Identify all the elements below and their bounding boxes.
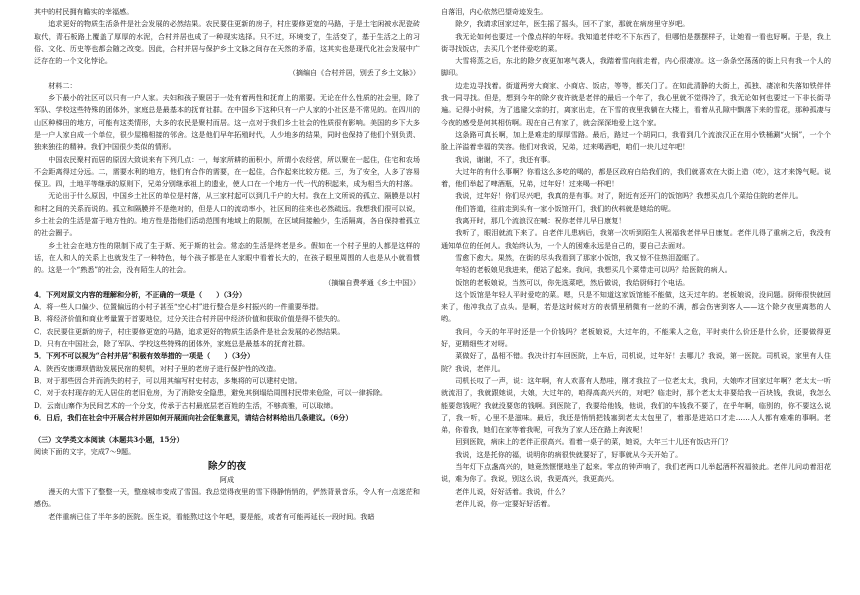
option-5c: C．对于农村现存的无人居住的老旧危房，为了消除安全隐患，避免其倒塌给周围村民带来危险，可以一律拆除。 (34, 388, 388, 398)
paragraph: 老伴儿说，你一定要好好活着。 (455, 498, 555, 508)
paragraph: 这个饭馆是年轻人平时爱吃的菜。嗯，只是不知道这家饭馆能不能做，这天过年的。老板娘说，没问题。厨师很快就回来了，他冲我点了点头。是啊，若是这时候对方的表情里稍微有一丝的不满，都会伤害到客人——这个除夕夜里离愁的人哟。 (441, 289, 831, 324)
paragraph: 老伴重病已住了半年多的医院。医生说，看能熬过这个年吧，要是能，或者有可能再延长一段时间。我暗 (48, 511, 375, 521)
paragraph: 除夕，我请求回家过年，医生摇了摇头，回不了家，那就在病房里守岁吧。 (455, 19, 690, 29)
paragraph: 我无论如何也要过一个像点样的年呀。我知道老伴吃不下东西了，但哪怕是摆摆样子，让她看一看也好啊。于是，我上街寻找饭店，去买几个老伴爱吃的菜。 (441, 31, 831, 53)
source-note: （摘编自费孝通《乡土中国》） (324, 277, 420, 287)
paragraph: 自落泪，内心依然巴望奇迹发生。 (441, 7, 548, 16)
paragraph: 回到医院，病床上的老伴正很高兴。看着一桌子的菜，她说，大年三十儿还有饭店开门？ (455, 437, 732, 447)
paragraph: 这条路可真长啊，加上是难走的厚厚雪路。最后，路过一个胡同口，我看到几个流浪汉正在用小铁桶涮“火锅”，一个个脸上洋溢着幸福的笑容。他们对我说，兄弟，过来喝酒吧，咱们一块儿过年吧！ (441, 129, 831, 152)
paragraph: 我说，谢谢，不了，我还有事。 (455, 154, 555, 164)
material-heading: 材料二： (48, 80, 77, 90)
question-4: 4．下列对原文内容的理解和分析，不正确的一项是（ ）（3分） (34, 289, 247, 299)
section-instruction: 阅读下面的文字，完成7～9题。 (34, 447, 136, 457)
right-column (441, 6, 831, 510)
option-5d: D．云南山寨作为民间艺术的一个分支，传承于古村最底层老百姓的生活，不够高雅，可以取缔。 (34, 400, 338, 410)
paragraph: 当年灯下点盏高兴的，她竟然惬惬地坐了起来。零点的钟声响了，我们老两口儿举起酒杯祝福彼此。老伴儿问动着泪花说，难为你了。我说，别这么说，我更高兴，我更高兴。 (441, 461, 831, 484)
paragraph: 其中的村民拥有瞻实的幸福感。 (34, 7, 134, 16)
paragraph: 无论出于什么原因，中国乡土社区的单位是村落，从三家村起可以到几千户的大村。我在上文所说的孤立、隔膜是以村和村之间的关系而说的。孤立和隔膜并不是绝对的，但是人口的流动率小，社区间的往来也必然疏远。我想我们很可以说，乡土社会的生活是富于地方性的。地方性是指他们活动范围有地域上的限制，在区域间接触少，生活隔离，各自保持着孤立的社会圈子。 (34, 191, 420, 238)
source-note: （摘编自《合村并居，别丢了乡土文脉》） (288, 68, 420, 78)
paragraph: 乡土社会在地方性的限制下成了生于斯、死于斯的社会。常态的生活是终老是乡。假如在一个村子里的人都是这样的话，在人和人的关系上也就发生了一种特色，每个孩子都是在人家眼中看着长大的，在孩子眼里周围的人也是从小就看惯的。这是一个“熟悉”的社会，没有陌生人的社会。 (34, 240, 420, 275)
paragraph: 我说，这是托你的福，说明你的病很快就要好了，好事就从今天开始了。 (455, 449, 683, 459)
section-heading: （三）文学类文本阅读（本题共3小题，15分） (34, 435, 184, 445)
paragraph: 司机长叹了一声，说：这年啊，有人欢喜有人愁哇，刚才我拉了一位老太太，我问，大娘咋才回家过年啊？老太太一听就流泪了，我就跟她说，大娘，大过年的，咱得高高兴兴的，对吧？临走时，那个老太太非要给我一百块钱，我说，我怎么能要您钱呢？我就没要您的钱啊。到医院了，我要给他钱，他说，我们的车钱我不要了，在乎年啊，临别的，你不要这么说了，我一听，心里不是滋味。最后，我还是悄悄把钱塞到老太太包里了，着那是进站口才走……人人都有难难的事啊。老弟，你看我，她们在家等着我呢，可我为了家人还在路上奔波呢！ (441, 375, 831, 435)
paragraph: 菜做好了，晶相不错。我决计打车回医院，上车后，司机说，过年好！去哪儿？我说，第一医院。司机说，家里有人住院？我说，老伴儿。 (441, 351, 831, 373)
answer-space (34, 424, 420, 434)
paragraph: 大雪将蒸之后，东北的除夕夜更加寒气袭人，我踏着雪向前走着，内心很凄凉。这一条条空荡荡的街上只有我一个人的脚印。 (441, 56, 831, 78)
paragraph: 我离开时，那几个流浪汉在喊：祝你老伴儿早日康复！ (455, 216, 626, 226)
paragraph: 老伴儿说，好好活着。我说，什么？ (455, 486, 569, 496)
option-4a: A．将一些人口偏少、位置偏远的小村子甚至“空心村”进行整合是乡村振兴的一件重要举措。 (34, 302, 324, 312)
left-column (34, 6, 420, 523)
paragraph: 追求更好的物质生活条件是社会发展的必然结果。农民要住更新的房子，村庄要修更宽的马路，于是土宅闲被水泥瓷砖取代，青石板路上覆盖了厚厚的水泥，合村并居也成了一种现实选择。只不过，环境变了，生活变了，基于生活之上的习俗、文化、历史等也都会随之改变。因此，合村并居与保护乡土文脉之间存在天然的矛盾，这其实也是现代化社会发展中广泛存在的一个文化悖论。 (34, 19, 420, 66)
option-4d: D．只有在中国社会，除了军队、学校这些特殊的团体外，家庭总是最基本的抚育社群。 (34, 339, 310, 349)
paragraph: 乡下最小的社区可以只有一户人家。夫妇和孩子聚居于一处有着两性和抚育上的需要。无论在什么性质的社会里，除了军队、学校这些特殊的团体外，家庭总是最基本的抚育社群。在中国乡下这种只有一户人家的小社区是不常见的。在四川的山区种梯田的地方，可能有这类情形，大多的农民是聚村而居。这一点对于我们乡土社会的性质很有影响。美国的乡下大多是一户人家自成一个单位，很少屋檐相接的邻舍。这是他们早年拓殖时代，人少地多的结果，同时也保持了他们个别负责、独来独往的精神。我们中国很少类似的情形。 (34, 93, 420, 152)
story-title: 除夕的夜 (207, 460, 246, 472)
option-4c: C．农民要住更新的房子，村庄要修更宽的马路，追求更好的物质生活条件是社会发展的必然结果。 (34, 326, 345, 336)
option-5b: B．对于那些因合并而消失的村子，可以用其编写村史村志，多集将的可以建村史馆。 (34, 375, 302, 385)
paragraph: 饭馆的老板娘说，当然可以，你先选菜吧，然后做说，我给厨师打个电话。 (455, 277, 690, 287)
question-5: 5．下列不可以视为“合村并居”积极有效举措的一项是（ ）（3分） (34, 351, 255, 361)
paragraph: 大过年的有什么事啊？你看这么多吃的喝的，都是区政府白给我们的，我们就喜欢在大街上造（吃），这才来馋气呢。说着，他们举起了啤酒瓶，兄弟，过年好！过来喝一杯吧！ (441, 166, 831, 189)
paragraph: 他们答道，往前走到头有一家小饭馆开门，我们的伙料就是她给的呢。 (455, 203, 676, 213)
paragraph: 我说，过年好！你们尽兴吧，我真的是有事。对了，附近有还开门的饭馆吗？我想买点几个菜给住院的老伴儿。 (455, 191, 803, 201)
paragraph: 我问，今天的年平时还是一个价钱吗？老板娘说，大过年的，不能乘人之危，平时卖什么价还是什么价，还要做得更好，更精细些才对呀。 (441, 326, 831, 349)
question-6: 6．日后，我们在社会中开展合村并居如何开展面向社会征集意见，请结合材料给出几条建议。（6分） (34, 412, 353, 422)
paragraph: 年轻的老板娘见我进来，便站了起来。我问，我想买几个菜带走可以吗？给医院的病人。 (455, 265, 732, 275)
story-author: 阿成 (219, 474, 235, 484)
option-4b: B．将经济价值和商业考量置于首要地位，过分关注合村并居中经济价值和获取价值是得不偿失的。 (34, 314, 345, 324)
paragraph: 我听了，眼泪就流下来了。自老伴儿患病后，我第一次听到陌生人祝福我老伴早日康复。老伴儿得了重病之后，我没有通知单位的任何人。我始终认为，一个人的困难永远是自己的，要自己去面对。 (441, 228, 831, 250)
paragraph: 漫天的大雪下了整整一天，整座城市变成了雪国。我总觉得夜里的雪下得静悄悄的，俨然背景音乐，令人有一点迷茫和感伤。 (34, 486, 420, 509)
paragraph: 雪愈下愈大。果然，在街的尽头我看到了那家小饭馆，我又惊不住热泪盈眶了。 (455, 252, 704, 262)
paragraph: 边走边寻找着。街道两旁大商家、小商店、饭店，等等，都关门了。在如此清静的大街上，孤独、凄凉和失落如铁伴伴我一同寻找。但是，想到今年的除夕夜许就是老伴的最后一个年了，我心里就不觉得冷了，我无论如何也要过一下非长街寻遍。记得小时候，为了逃避父亲的打，离家出走，在下雪的夜里我躺在大楼上，看着从孔隙中飘落下来的雪花，那种孤凄与今夜的感受是何其相仿啊。现在自己有家了，就会深深地爱上这个家。 (441, 80, 831, 127)
option-5a: A．陕西安康谭坝借助发展民宿的契机，对村子里的老房子进行保护性的改造。 (34, 363, 281, 373)
paragraph: 中国农民聚村而居的原因大致说来有下列几点：一，每家所耕的面积小，所谓小农经营，所以聚在一起住，住宅和农场不会距离得过分远。二，需要水利的地方，他们有合作的需要，在一起住，合作起来比较方便。三，为了安全，人多了容易保卫。四，土地平等继承的原则下，兄弟分别继承祖上的遗业，使人口在一个地方一代一代的积起来，成为相当大的村落。 (34, 154, 420, 189)
